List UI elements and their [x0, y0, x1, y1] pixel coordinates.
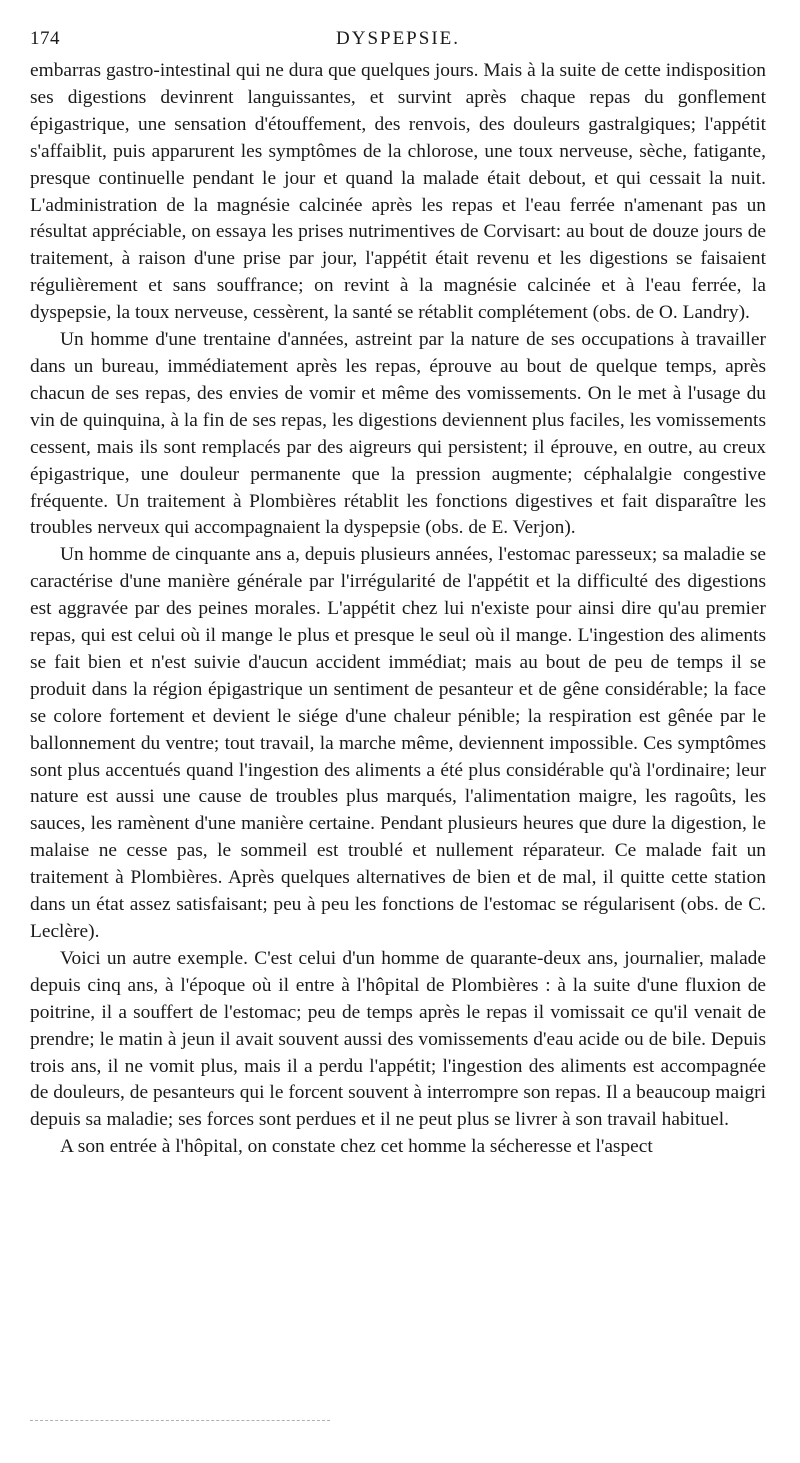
- book-page: [30, 28, 766, 1161]
- paragraph-hospital-entry: A son entrée à l'hôpital, on constate chez cet homme la sécheresse et l'aspect: [60, 1136, 653, 1158]
- page-header: [30, 28, 766, 58]
- paragraph-journalier-case: Voici un autre exemple. C'est celui d'un homme de quarante-deux ans, journalier, malade depuis cinq ans, à l'époque où il entre à l'hôpital de Plombières : à la suite d'une fluxion de poitrine, il a souffert de l'estomac; peu de temps après le repas il vomissait ce qu'il venait de prendre; le matin à jeun il avait souvent aussi des vomissements d'eau acide ou de bile. Depuis trois ans, il ne vomit plus, mais il a perdu l'appétit; l'ingestion des aliments est accompagnée de douleurs, de pesanteurs qui le forcent souvent à interrompre son repas. Il a beaucoup maigri depuis sa maladie; ses forces sont perdues et il ne peut plus se livrer à son travail habituel.: [30, 947, 766, 1131]
- page-number: 174: [30, 28, 60, 49]
- footer-rule: [30, 1420, 330, 1421]
- paragraph-continuation: embarras gastro-intestinal qui ne dura que quelques jours. Mais à la suite de cette indisposition ses digestions devinrent languissantes, et survint après chaque repas du gonflement épigastrique, une sensation d'étouffement, des renvois, des douleurs gastralgiques; l'appétit s'affaiblit, puis apparurent les symptômes de la chlorose, une toux nerveuse, sèche, fatigante, presque continuelle pendant le jour et quand la malade était debout, et qui cessait la nuit. L'administration de la magnésie calcinée après les repas et l'eau ferrée n'amenant pas un résultat appréciable, on essaya les prises nutrimentives de Corvisart: au bout de douze jours de traitement, à raison d'une prise par jour, l'appétit était revenu et les digestions se faisaient régulièrement et sans souffrance; on revint à la magnésie calcinée et à l'eau ferrée, la dyspepsie, la toux nerveuse, cessèrent, la santé se rétablit complétement (obs. de O. Landry).: [30, 60, 766, 324]
- running-title: DYSPEPSIE.: [336, 28, 460, 49]
- paragraph-verjon-case: Un homme d'une trentaine d'années, astreint par la nature de ses occupations à travailler dans un bureau, immédiatement après les repas, éprouve au bout de quelque temps, après chacun de ses repas, des envies de vomir et même des vomissements. On le met à l'usage du vin de quinquina, à la fin de ses repas, les digestions deviennent plus faciles, les vomissements cessent, mais ils sont remplacés par des aigreurs qui persistent; il éprouve, en outre, au creux épigastrique, une douleur permanente que la pression augmente; céphalalgie congestive fréquente. Un traitement à Plombières rétablit les fonctions digestives et fait disparaître les troubles nerveux qui accompagnaient la dyspepsie (obs. de E. Verjon).: [30, 329, 766, 539]
- paragraph-leclere-case: Un homme de cinquante ans a, depuis plusieurs années, l'estomac paresseux; sa maladie se caractérise d'une manière générale par l'irrégularité de l'appétit et la difficulté des digestions est aggravée par des peines morales. L'appétit chez lui n'existe pour ainsi dire qu'au premier repas, qui est celui où il mange le plus et presque le seul où il mange. L'ingestion des aliments se fait bien et n'est suivie d'aucun accident immédiat; mais au bout de peu de temps il se produit dans la région épigastrique un sentiment de pesanteur et de gêne considérable; la face se colore fortement et devient le siége d'une chaleur pénible; la respiration est gênée par le ballonnement du ventre; tout travail, la marche même, deviennent impossible. Ces symptômes sont plus accentués quand l'ingestion des aliments a été plus considérable qu'à l'ordinaire; leur nature est aussi une cause de troubles plus marqués, l'alimentation maigre, les ragoûts, les sauces, les ramènent d'une manière certaine. Pendant plusieurs heures que dure la digestion, le malaise ne cesse pas, le sommeil est troublé et nullement réparateur. Ce malade fait un traitement à Plombières. Après quelques alternatives de bien et de mal, il quitte cette station dans un état assez satisfaisant; peu à peu les fonctions de l'estomac se régularisent (obs. de C. Leclère).: [30, 544, 766, 942]
- body-text: [30, 58, 766, 1161]
